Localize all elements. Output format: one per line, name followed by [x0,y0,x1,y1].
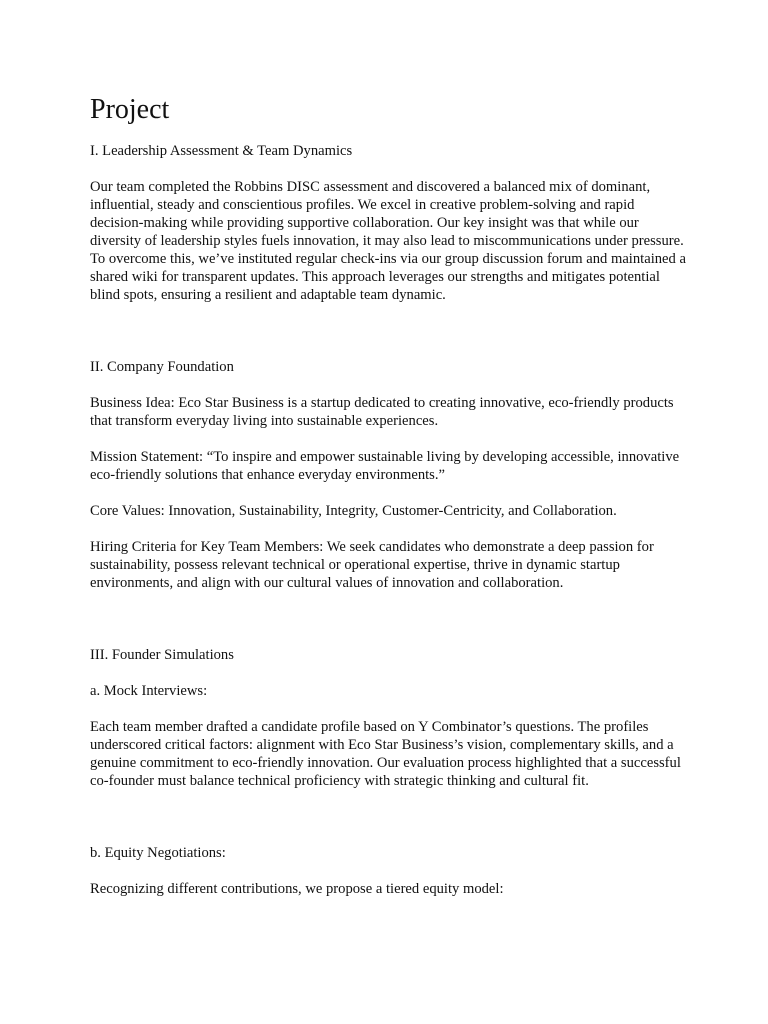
mock-interviews-heading: a. Mock Interviews: [90,683,208,699]
equity-negotiations-heading: b. Equity Negotiations: [90,845,226,861]
section3-heading: III. Founder Simulations [90,647,234,663]
mock-interviews-paragraph: Each team member drafted a candidate profile based on Y Combinator’s questions. The profiles underscored critical factors: alignment with Eco Star Business’s vision, complementary skills, and a genuine commitment to eco-friendly innovation. Our evaluation process highlighted that a successful co-founder must balance technical proficiency with strategic thinking and cultural fit. [90,719,681,789]
section2-heading: II. Company Foundation [90,359,234,375]
business-idea-paragraph: Business Idea: Eco Star Business is a startup dedicated to creating innovative, eco-friendly products that transform everyday living into sustainable experiences. [90,395,674,429]
hiring-criteria-paragraph: Hiring Criteria for Key Team Members: We seek candidates who demonstrate a deep passion for sustainability, possess relevant technical or operational expertise, thrive in dynamic startup environments, and align with our cultural values of innovation and collaboration. [90,539,654,591]
section1-paragraph: Our team completed the Robbins DISC assessment and discovered a balanced mix of dominant, influential, steady and conscientious profiles. We excel in creative problem-solving and rapid decision-making while providing supportive collaboration. Our key insight was that while our diversity of leadership styles fuels innovation, it may also lead to miscommunications under pressure. To overcome this, we’ve instituted regular check-ins via our group discussion forum and maintained a shared wiki for transparent updates. This approach leverages our strengths and mitigates potential blind spots, ensuring a resilient and adaptable team dynamic. [90,179,686,303]
equity-paragraph: Recognizing different contributions, we propose a tiered equity model: [90,881,504,897]
core-values-paragraph: Core Values: Innovation, Sustainability, Integrity, Customer-Centricity, and Collaboration. [90,503,617,519]
document-page [90,92,690,898]
section1-heading: I. Leadership Assessment & Team Dynamics [90,143,353,159]
mission-statement-paragraph: Mission Statement: “To inspire and empower sustainable living by developing accessible, innovative eco-friendly solutions that enhance everyday environments.” [90,449,680,483]
document-title: Project [90,94,170,125]
